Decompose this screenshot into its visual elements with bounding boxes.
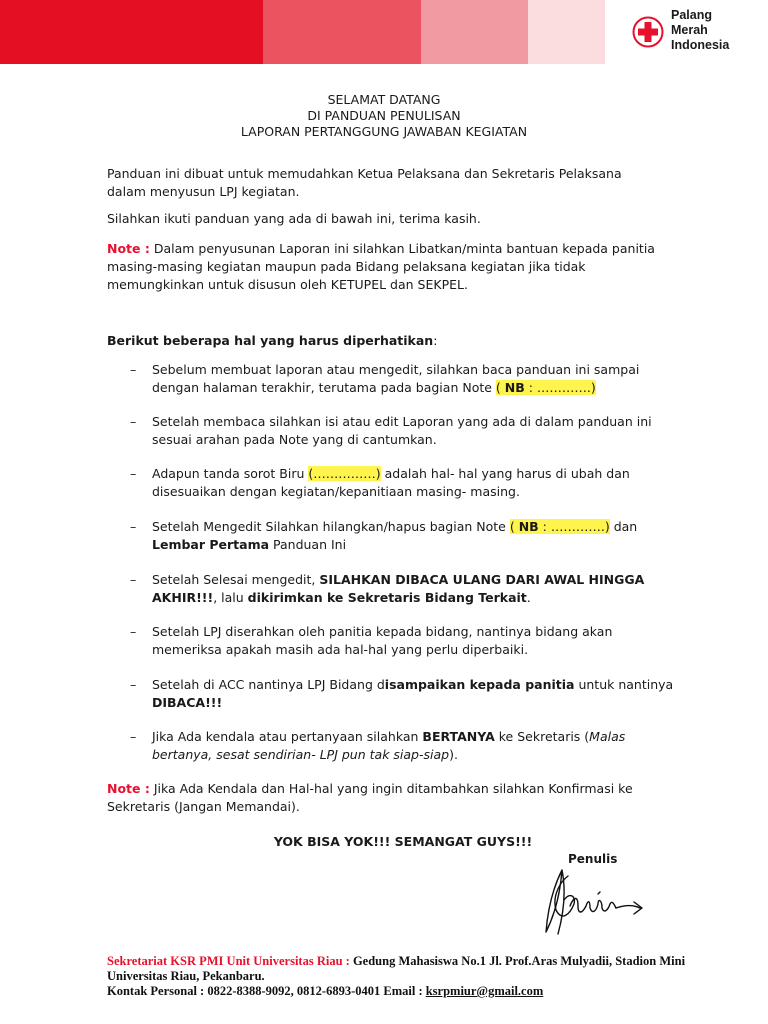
logo-line-3: Indonesia: [671, 38, 730, 52]
logo-line-2: Merah: [671, 23, 708, 37]
dash-icon: –: [130, 466, 137, 481]
header-band-1: [0, 0, 263, 64]
footer-address: [107, 954, 685, 999]
footer-address-2: Universitas Riau, Pekanbaru.: [107, 969, 265, 983]
item-6-line-1: Setelah LPJ diserahkan oleh panitia kepada bidang, nantinya bidang akan: [152, 624, 613, 639]
intro-p1-line-1: Panduan ini dibuat untuk memudahkan Ketua Pelaksana dan Sekretaris Pelaksana: [107, 166, 622, 181]
item-8-bold: BERTANYA: [422, 729, 495, 744]
item-4-line-2: Panduan Ini: [269, 537, 347, 552]
nb-highlight: [496, 380, 596, 395]
blue-marker-sample: (……………): [308, 466, 381, 481]
item-5-bold-1: SILAHKAN DIBACA ULANG DARI AWAL HINGGA: [319, 572, 645, 587]
dash-icon: –: [130, 572, 137, 587]
item-5-bold-2: AKHIR!!!: [152, 590, 214, 605]
dash-icon: –: [130, 677, 137, 692]
header-band-4: [528, 0, 605, 64]
pmi-logo: [632, 8, 768, 58]
item-5-line-1a: Setelah Selesai mengedit,: [152, 572, 320, 587]
note-line-1: Dalam penyusunan Laporan ini silahkan Libatkan/minta bantuan kepada panitia: [149, 241, 655, 256]
item-4-line-1a: Setelah Mengedit Silahkan hilangkan/hapus bagian Note: [152, 519, 510, 534]
item-4-bold: Lembar Pertama: [152, 537, 270, 552]
nb-rest: : ………….): [524, 380, 596, 395]
item-8-italic-2: bertanya, sesat sendirian- LPJ pun tak siap-siap: [152, 747, 450, 762]
item-7-line-1b: untuk nantinya: [574, 677, 674, 692]
footer-address-1: Gedung Mahasiswa No.1 Jl. Prof.Aras Mulyadii, Stadion Mini: [349, 954, 686, 968]
item-5-bold-3: dikirimkan ke Sekretaris Bidang Terkait: [247, 590, 527, 605]
item-2-line-2: sesuai arahan pada Note yang di cantumkan.: [152, 432, 437, 447]
item-8-italic-1: Malas: [589, 729, 626, 744]
logo-line-1: Palang: [671, 8, 712, 22]
item-5-mid: , lalu: [213, 590, 248, 605]
item-8-line-1b: ke Sekretaris (: [494, 729, 590, 744]
checklist-heading: [107, 332, 437, 350]
title-line-3: LAPORAN PERTANGGUNG JAWABAN KEGIATAN: [240, 124, 528, 139]
intro-note: [107, 240, 655, 294]
nb-rest: : ………….): [538, 519, 610, 534]
closing-note-line-1: Jika Ada Kendala dan Hal-hal yang ingin ditambahkan silahkan Konfirmasi ke: [149, 781, 633, 796]
dash-icon: –: [130, 519, 137, 534]
closing-note-line-2: Sekretaris (Jangan Memandai).: [107, 799, 300, 814]
nb-open: (: [509, 519, 519, 534]
item-7-line-1a: Setelah di ACC nantinya LPJ Bidang d: [152, 677, 385, 692]
item-8-line-1a: Jika Ada kendala atau pertanyaan silahkan: [152, 729, 423, 744]
item-7-bold-2: DIBACA!!!: [152, 695, 223, 710]
item-3-line-1a: Adapun tanda sorot Biru: [152, 466, 309, 481]
page-title: [0, 92, 768, 140]
dash-icon: –: [130, 414, 137, 429]
closing-note: [107, 780, 633, 816]
item-3-line-2: disesuaikan dengan kegiatan/kepanitiaan masing- masing.: [152, 484, 520, 499]
item-8-end: ).: [449, 747, 458, 762]
title-line-2: DI PANDUAN PENULISAN: [307, 108, 461, 123]
nb-bold: NB: [504, 380, 525, 395]
checklist-heading-colon: :: [433, 333, 438, 348]
item-6-line-2: memeriksa apakah masih ada hal-hal yang perlu diperbaiki.: [152, 642, 529, 657]
note-line-3: memungkinkan untuk disusun oleh KETUPEL dan SEKPEL.: [107, 277, 468, 292]
note-label: Note :: [107, 241, 150, 256]
footer-email-link[interactable]: ksrpmiur@gmail.com: [425, 984, 544, 998]
dash-icon: –: [130, 624, 137, 639]
logo-wordmark: [671, 8, 729, 53]
intro-paragraph-1: [107, 165, 622, 201]
item-5-end: .: [526, 590, 531, 605]
footer-contact: Kontak Personal : 0822-8388-9092, 0812-6893-0401 Email :: [107, 984, 426, 998]
header-band-3: [421, 0, 528, 64]
dash-icon: –: [130, 362, 137, 377]
note-line-2: masing-masing kegiatan maupun pada Bidang pelaksana kegiatan jika tidak: [107, 259, 586, 274]
item-7-bold-1: isampaikan kepada panitia: [384, 677, 575, 692]
item-4-line-1b: dan: [609, 519, 638, 534]
closing-note-label: Note :: [107, 781, 150, 796]
item-2-line-1: Setelah membaca silahkan isi atau edit Laporan yang ada di dalam panduan ini: [152, 414, 652, 429]
dash-icon: –: [130, 729, 137, 744]
signature-image: [540, 866, 650, 938]
intro-paragraph-2: Silahkan ikuti panduan yang ada di bawah ini, terima kasih.: [107, 211, 481, 226]
nb-open: (: [495, 380, 505, 395]
header-band-2: [263, 0, 421, 64]
checklist-heading-text: Berikut beberapa hal yang harus diperhatikan: [107, 333, 434, 348]
nb-highlight: [510, 519, 610, 534]
item-1-line-1: Sebelum membuat laporan atau mengedit, silahkan baca panduan ini sampai: [152, 362, 640, 377]
signature-label: Penulis: [568, 852, 618, 866]
item-3-line-1b: adalah hal- hal yang harus di ubah dan: [380, 466, 630, 481]
red-cross-icon: [632, 16, 664, 48]
item-1-line-2: dengan halaman terakhir, terutama pada bagian Note: [152, 380, 496, 395]
title-line-1: SELAMAT DATANG: [327, 92, 441, 107]
intro-p1-line-2: dalam menyusun LPJ kegiatan.: [107, 184, 300, 199]
footer-label: Sekretariat KSR PMI Unit Universitas Riau :: [107, 954, 350, 968]
nb-bold: NB: [518, 519, 539, 534]
cheer-text: YOK BISA YOK!!! SEMANGAT GUYS!!!: [273, 834, 533, 849]
